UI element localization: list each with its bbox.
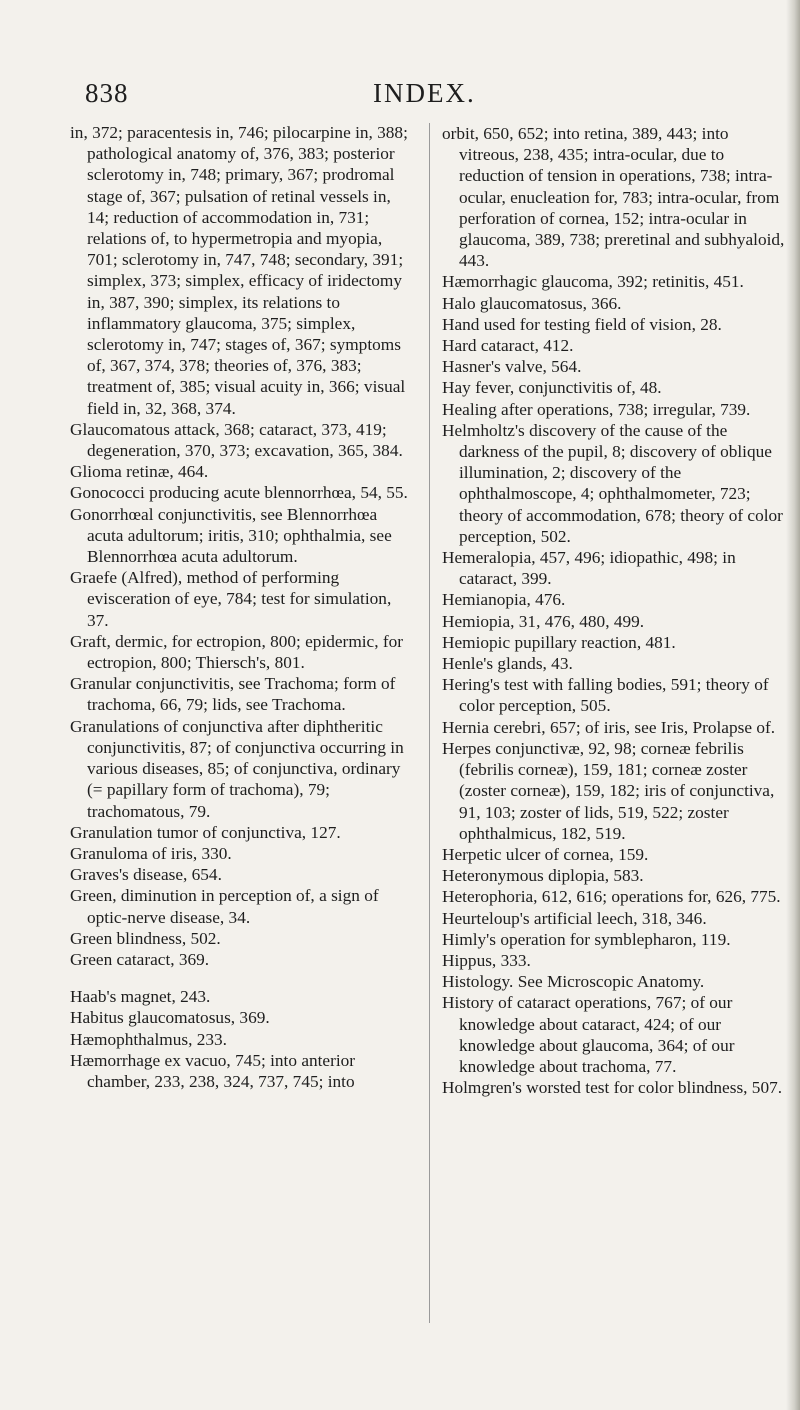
index-entry: in, 372; paracentesis in, 746; pilocarpine in, 388; pathological anatomy of, 376, 383; posterior sclerotomy in, 748; primary, 367; prodromal stage of, 367; pulsation of retinal vessels in, 14; reduction of accommodation in, 731; relations of, to hypermetropia and myopia, 701; sclerotomy in, 747, 748; secondary, 391; simplex, 373; simplex, efficacy of iridectomy in, 387, 390; simplex, its relations to inflammatory glaucoma, 375; simplex, sclerotomy in, 747; stages of, 367; symptoms of, 367, 374, 378; theories of, 376, 383; treatment of, 385; visual acuity in, 366; visual field in, 32, 368, 374.	[70, 123, 408, 418]
index-entry: Hand used for testing field of vision, 28.	[442, 314, 722, 334]
index-entry: Granuloma of iris, 330.	[70, 843, 232, 863]
index-entry: Green blindness, 502.	[70, 928, 221, 948]
index-entry: Haab's magnet, 243.	[70, 987, 211, 1007]
index-entry: Henle's glands, 43.	[442, 654, 573, 674]
index-entry: Hering's test with falling bodies, 591; theory of color perception, 505.	[442, 675, 769, 716]
running-head: INDEX.	[373, 78, 476, 108]
index-entry: Healing after operations, 738; irregular, 739.	[442, 399, 751, 419]
index-entry: Herpes conjunctivæ, 92, 98; corneæ febrilis (febrilis corneæ), 159, 181; corneæ zoster (zoster corneæ), 159, 182; iris of conjunctiva, 91, 103; zoster of lids, 519, 522; zoster ophthalmicus, 182, 519.	[442, 738, 775, 843]
index-entry: Gonococci producing acute blennorrhœa, 54, 55.	[70, 483, 408, 503]
index-entry: History of cataract operations, 767; of our knowledge about cataract, 424; of our knowledge about glaucoma, 364; of our knowledge about trachoma, 77.	[442, 993, 735, 1076]
index-entry: Hemeralopia, 457, 496; idiopathic, 498; in cataract, 399.	[442, 548, 736, 589]
index-entry: Hemianopia, 476.	[442, 590, 566, 610]
index-entry: Habitus glaucomatosus, 369.	[70, 1008, 270, 1028]
index-entry: Helmholtz's discovery of the cause of the darkness of the pupil, 8; discovery of oblique illumination, 2; discovery of the ophthalmoscope, 4; ophthalmometer, 723; theory of accommodation, 678; theory of color perception, 502.	[442, 420, 783, 546]
index-entry: Hemiopia, 31, 476, 480, 499.	[442, 611, 645, 631]
index-entry: Hay fever, conjunctivitis of, 48.	[442, 378, 662, 398]
index-entry: Heurteloup's artificial leech, 318, 346.	[442, 908, 707, 928]
index-entry: Green cataract, 369.	[70, 949, 210, 969]
index-entry: Hæmorrhagic glaucoma, 392; retinitis, 451.	[442, 272, 744, 292]
index-entry: Hæmorrhage ex vacuo, 745; into anterior chamber, 233, 238, 324, 737, 745; into	[70, 1050, 356, 1091]
right-column	[429, 123, 791, 1323]
index-entry: Herpetic ulcer of cornea, 159.	[442, 844, 649, 864]
index-entry: orbit, 650, 652; into retina, 389, 443; into vitreous, 238, 435; intra-ocular, due to reduction of tension in operations, 738; intra-ocular, enucleation for, 783; intra-ocular, from perforation of cornea, 152; intra-ocular in glaucoma, 389, 738; preretinal and subhyaloid, 443.	[442, 124, 785, 271]
index-entry: Graft, dermic, for ectropion, 800; epidermic, for ectropion, 800; Thiersch's, 801.	[70, 631, 404, 673]
index-entry: Hæmophthalmus, 233.	[70, 1029, 227, 1049]
left-column	[70, 122, 412, 1092]
index-entry: Glioma retinæ, 464.	[70, 462, 209, 482]
index-entry: Heteronymous diplopia, 583.	[442, 866, 644, 886]
index-entry: Holmgren's worsted test for color blindness, 507.	[442, 1078, 783, 1098]
index-entry: Heterophoria, 612, 616; operations for, 626, 775.	[442, 887, 781, 907]
index-entry: Graefe (Alfred), method of performing evisceration of eye, 784; test for simulation, 37.	[70, 568, 392, 630]
index-entry: Himly's operation for symblepharon, 119.	[442, 929, 731, 949]
index-entry: Granulation tumor of conjunctiva, 127.	[70, 822, 341, 842]
index-entry: Granular conjunctivitis, see Trachoma; form of trachoma, 66, 79; lids, see Trachoma.	[70, 674, 396, 715]
index-entry: Glaucomatous attack, 368; cataract, 373, 419; degeneration, 370, 373; excavation, 365, 384.	[70, 419, 403, 461]
index-entry: Hasner's valve, 564.	[442, 357, 582, 377]
index-entry: Green, diminution in perception of, a sign of optic-nerve disease, 34.	[70, 886, 379, 927]
index-entry: Hernia cerebri, 657; of iris, see Iris, Prolapse of.	[442, 717, 776, 737]
index-entry: Graves's disease, 654.	[70, 865, 222, 885]
index-entry: Gonorrhœal conjunctivitis, see Blennorrhœa acuta adultorum; iritis, 310; ophthalmia, see Blennorrhœa acuta adultorum.	[70, 504, 392, 567]
letter-section-gap	[70, 970, 412, 986]
index-entry: Granulations of conjunctiva after diphtheritic conjunctivitis, 87; of conjunctiva occurring in various diseases, 85; of conjunctiva, ordinary (= papillary form of trachoma), 79; trachomatous, 79.	[70, 716, 404, 821]
index-entry: Hard cataract, 412.	[442, 336, 574, 356]
page-number: 838	[85, 78, 129, 108]
index-entry: Halo glaucomatosus, 366.	[442, 293, 622, 313]
index-entry: Hemiopic pupillary reaction, 481.	[442, 632, 676, 652]
index-entry: Histology. See Microscopic Anatomy.	[442, 972, 705, 992]
index-entry: Hippus, 333.	[442, 950, 531, 970]
